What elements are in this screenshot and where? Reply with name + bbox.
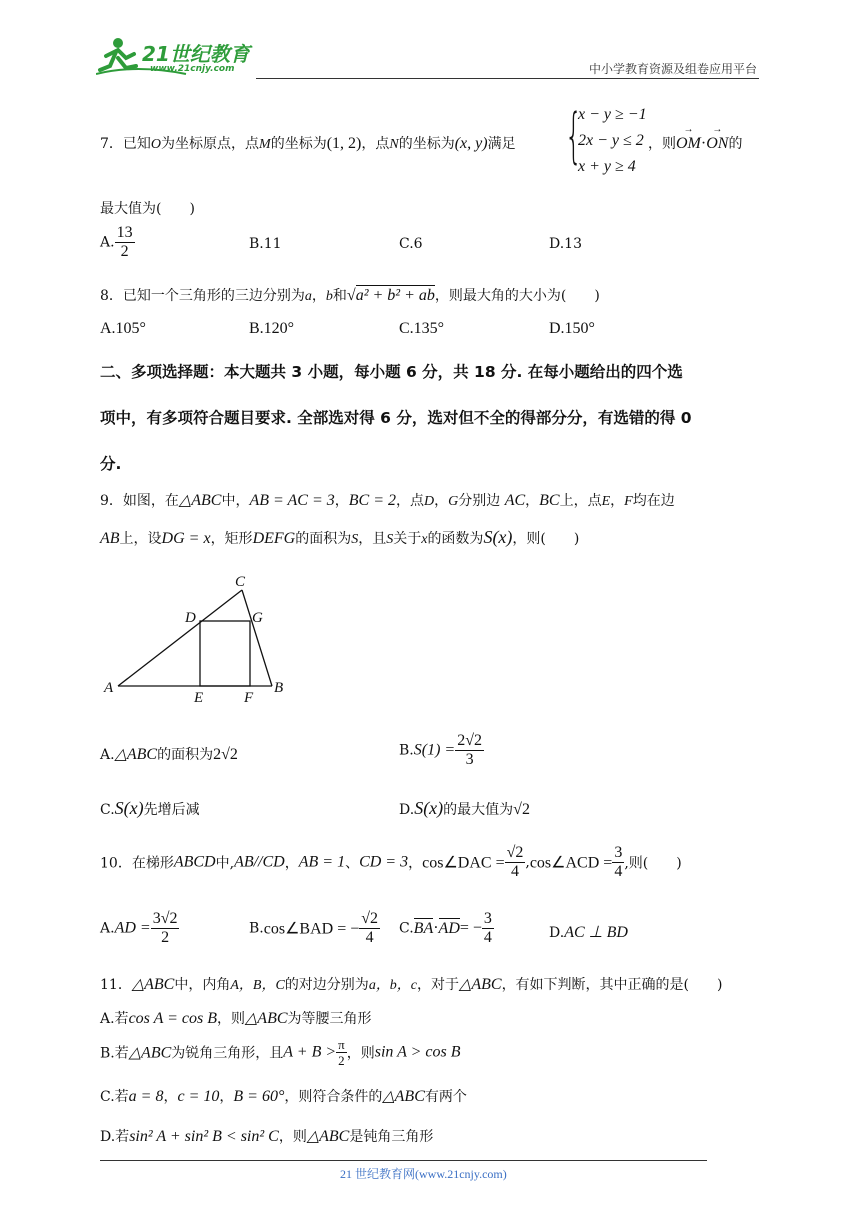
q10-option-d (549, 922, 628, 942)
var-n: N (389, 137, 399, 152)
point-d: D (424, 494, 435, 509)
label-b: B (274, 680, 284, 696)
q9-text: 均在边 (632, 493, 675, 509)
cos-dac: cos∠DAC = (422, 854, 505, 872)
side-ac (118, 590, 242, 686)
option-label: B.若 (100, 1045, 129, 1062)
q10-text: 、 (345, 855, 360, 872)
rect-defg: DEFG (252, 530, 296, 547)
option-label: C. (100, 802, 115, 818)
q7-line1-tail: ，则→ OM·→ ON的 (648, 133, 742, 153)
q11-text: 中，内角 (174, 977, 231, 993)
q9-text: ， (334, 493, 349, 509)
side-cb (242, 590, 272, 686)
option-label: A.若 (100, 1011, 129, 1027)
option-label: B. (249, 920, 264, 937)
q8-text: ，则最大角的大小为( ) (434, 288, 600, 304)
expr: cos∠BAD = − (263, 920, 360, 938)
rect-defg-shape (200, 621, 250, 686)
label-g: G (252, 610, 263, 626)
frac-num: 2√2 (457, 732, 482, 749)
frac-num: 3√2 (152, 910, 178, 927)
var-o: O (150, 137, 162, 152)
trapezoid-abcd: ABCD (173, 853, 216, 871)
q11-option-b (100, 1037, 460, 1068)
option-label: D. (549, 925, 565, 941)
option-label: D. (399, 802, 415, 818)
q11-option-a (100, 1008, 372, 1028)
frac-den: 2 (120, 243, 129, 260)
q8-text: 8．已知一个三角形的三边分别为 (100, 288, 305, 304)
q7-line2: 最大值为( ) (100, 201, 195, 217)
q7-text: 的 (728, 136, 743, 152)
triangle-abc: △ABC (382, 1088, 425, 1105)
q8-option-a: A.105° (100, 320, 146, 337)
frac-den: 3 (465, 751, 474, 768)
triangle-abc: △ABC (459, 976, 502, 993)
q9-text: 中， (221, 493, 250, 509)
var-a: a (304, 289, 312, 304)
frac-num: 3 (614, 844, 623, 861)
q11-option-d (100, 1126, 433, 1146)
q9-text: 的面积为 (295, 531, 352, 547)
q11-text: 是钝角三角形 (349, 1129, 434, 1145)
q9-text: 上，点 (559, 493, 602, 509)
sqrt-expr: a² + b² + ab (355, 287, 435, 304)
q9-text: 分别边 (458, 493, 501, 509)
q7-system-brace: { (565, 101, 583, 171)
var-s: S (386, 532, 394, 547)
q11-text: ，则 (278, 1129, 307, 1145)
vector-ba: BA (413, 919, 434, 937)
func-sx: S(x) (114, 798, 144, 818)
q8-option-b: B.120° (249, 320, 295, 337)
triangle-abc: △ABC (306, 1128, 350, 1145)
q9-text: ，则( ) (512, 531, 580, 547)
eq-ab-ac: AB = AC = 3 (249, 492, 335, 509)
expr: = − (459, 919, 482, 937)
q11-text: 为锐角三角形，且 (171, 1045, 284, 1062)
eq-bc: BC = 2 (348, 492, 396, 509)
cos-acd: cos∠ACD = (529, 854, 613, 872)
q9-line2 (100, 527, 579, 548)
expr: B = 60° (233, 1088, 285, 1105)
logo-text: 21世纪教育 (142, 42, 250, 66)
seg-ac: AC (504, 492, 526, 509)
q9-text: 9．如图，在 (100, 493, 179, 509)
option-label: A. (100, 920, 115, 937)
q7-option-b: B.11 (249, 236, 282, 252)
label-d: D (185, 610, 196, 626)
q7-text: ，则 (648, 136, 676, 152)
frac-den: 4 (483, 929, 492, 946)
value: 2√2 (213, 746, 238, 763)
q9-text: 上，设 (119, 531, 162, 547)
frac-num: 3 (483, 910, 492, 927)
q8-text: ， (311, 288, 326, 304)
q10-text: 中, (215, 855, 235, 872)
q10-text: ， (284, 855, 299, 872)
frac-den: 4 (510, 863, 519, 880)
label-f: F (244, 690, 254, 706)
sides: a，b，c (368, 978, 418, 993)
q8-option-d: D.150° (549, 320, 595, 337)
q7-option-c: C.6 (399, 236, 423, 252)
q11-text: ，则 (216, 1011, 245, 1027)
q7-option-a (100, 224, 135, 261)
func-sx: S(x) (483, 527, 513, 547)
q10-line1 (100, 844, 682, 881)
logo-url: www.21cnjy.com (150, 64, 235, 74)
section-2-line1: 二、多项选择题：本大题共 3 小题，每小题 6 分，共 18 分. 在每小题给出的四个选 (100, 363, 683, 381)
q10-text: 10．在梯形 (100, 855, 174, 872)
label-c: C (235, 574, 246, 590)
q10-option-a (100, 910, 179, 947)
logo (96, 34, 256, 78)
q7-text: 的坐标为 (398, 136, 455, 152)
ab-parallel-cd: AB//CD (234, 853, 285, 871)
seg-bc: BC (539, 492, 560, 509)
q10-text: , (525, 854, 530, 871)
q9-text: 先增后减 (143, 802, 200, 818)
section-2-line3: 分. (100, 455, 122, 473)
footer-link[interactable]: 21 世纪教育网(www.21cnjy.com) (340, 1167, 507, 1181)
expr: AD = (114, 919, 151, 937)
footer-rule (100, 1160, 707, 1161)
frac-num: 13 (116, 224, 133, 241)
label-a: A (104, 680, 114, 696)
expr: sin A > cos B (374, 1043, 461, 1061)
q7-text: 的坐标为 (270, 136, 327, 152)
q9-line1 (100, 490, 675, 510)
q8-line1 (100, 285, 600, 305)
q7-system-line1: x − y ≥ −1 (578, 106, 647, 123)
seg-ab: AB (100, 530, 120, 547)
value: √2 (513, 801, 530, 818)
q11-text: ，则 (346, 1045, 375, 1062)
q9-text: ，矩形 (210, 531, 253, 547)
point-e: E (601, 494, 611, 509)
q9-text: 的面积为 (157, 747, 214, 763)
label-e: E (194, 690, 204, 706)
var-s: S (351, 532, 359, 547)
q9-option-a (100, 744, 238, 764)
angles: A，B，C (230, 978, 285, 993)
q9-text: ， (434, 493, 449, 509)
eq-ab: AB = 1 (298, 853, 346, 871)
frac-den: 2 (338, 1053, 345, 1068)
q8-text: 和 (332, 288, 347, 304)
triangle-abc: △ABC (178, 492, 222, 509)
coord-m: (1, 2) (326, 135, 362, 152)
q9-text: 的函数为 (427, 531, 484, 547)
q10-option-c: C.BA·AD= − $\frac{3}{4}$ (399, 910, 492, 946)
q11-text: 有两个 (424, 1089, 467, 1105)
q7-text: ，点 (361, 136, 390, 152)
var-x: x (421, 532, 428, 547)
q9-text: 的最大值为 (443, 802, 514, 818)
q11-text: 11． (100, 977, 132, 993)
header-rule (256, 78, 759, 79)
expr: cos A = cos B (128, 1010, 217, 1027)
q9-option-b (399, 732, 484, 769)
q10-text: ,则( ) (624, 855, 682, 872)
vector-om: → OM (676, 135, 701, 153)
option-label: B. (399, 742, 414, 759)
eq-dg: DG = x (161, 530, 211, 547)
coord-n: (x, y) (454, 135, 488, 152)
q11-text: ，对于 (417, 977, 460, 993)
q7-text: 满足 (487, 136, 516, 152)
func-sx: S(x) (414, 798, 444, 818)
q7-system-line2: 2x − y ≤ 2 (578, 132, 644, 149)
q7-option-d: D.13 (549, 236, 582, 252)
expr: A + B > (283, 1043, 337, 1061)
q7-line1 (100, 133, 516, 153)
point-g: G (448, 494, 459, 509)
triangle-abc: △ABC (128, 1044, 172, 1062)
frac-den: 4 (614, 863, 623, 880)
vector-ad: AD (438, 919, 460, 937)
eq-cd: CD = 3 (359, 853, 409, 871)
triangle-abc: △ABC (131, 976, 175, 993)
option-label: A. (100, 234, 115, 251)
var-m: M (259, 137, 271, 152)
vector-on: → ON (706, 135, 728, 153)
frac-den: 2 (161, 929, 170, 946)
q7-text: 7．已知 (100, 136, 151, 152)
q10-text: ， (408, 855, 423, 872)
header-platform-text: 中小学教育资源及组卷应用平台 (588, 62, 757, 76)
q11-text: 为等腰三角形 (287, 1011, 372, 1027)
q11-option-c: C.若a = 8，c = 10，B = 60°，则符合条件的△ABC有两个 (100, 1088, 467, 1105)
q9-text: ， (610, 493, 625, 509)
q9-text: ， (525, 493, 540, 509)
q9-text: ，且 (358, 531, 387, 547)
q7-system-line3: x + y ≥ 4 (578, 158, 636, 175)
frac-num: √2 (506, 844, 524, 861)
option-label: D.若 (100, 1129, 130, 1145)
section-2-line2: 项中，有多项符合题目要求. 全部选对得 6 分，选对但不全的得部分分，有选错的得 0 (100, 409, 692, 427)
q9-text: 关于 (393, 531, 422, 547)
sqrt-sign: √ (346, 287, 356, 304)
option-label: C.若 (100, 1089, 129, 1105)
frac-den: 4 (365, 929, 374, 946)
q7-text: 为坐标原点，点 (161, 136, 260, 152)
q11-text: ，则符合条件的 (284, 1089, 383, 1105)
triangle-abc: △ABC (244, 1010, 288, 1027)
triangle-figure (100, 570, 300, 710)
option-label: A. (100, 747, 115, 763)
triangle-abc: △ABC (114, 746, 158, 763)
expr: sin² A + sin² B < sin² C (129, 1128, 279, 1145)
q9-option-c (100, 798, 200, 819)
q10-option-b (249, 910, 380, 947)
frac-num: √2 (361, 910, 379, 927)
q9-text: ，点 (396, 493, 424, 509)
q11-line1 (100, 974, 723, 994)
option-label: C. (399, 920, 414, 937)
expr: c = 10 (177, 1088, 220, 1105)
func-s1: S(1) = (413, 741, 456, 759)
frac-num: π (338, 1037, 345, 1052)
q8-option-c: C.135° (399, 320, 445, 337)
expr: a = 8 (128, 1088, 164, 1105)
point-f: F (624, 494, 633, 509)
q9-option-d (399, 798, 530, 819)
var-b: b (325, 289, 333, 304)
q11-text: ，有如下判断，其中正确的是( ) (501, 977, 723, 993)
expr: AC ⊥ BD (564, 924, 628, 941)
q11-text: 的对边分别为 (284, 977, 369, 993)
